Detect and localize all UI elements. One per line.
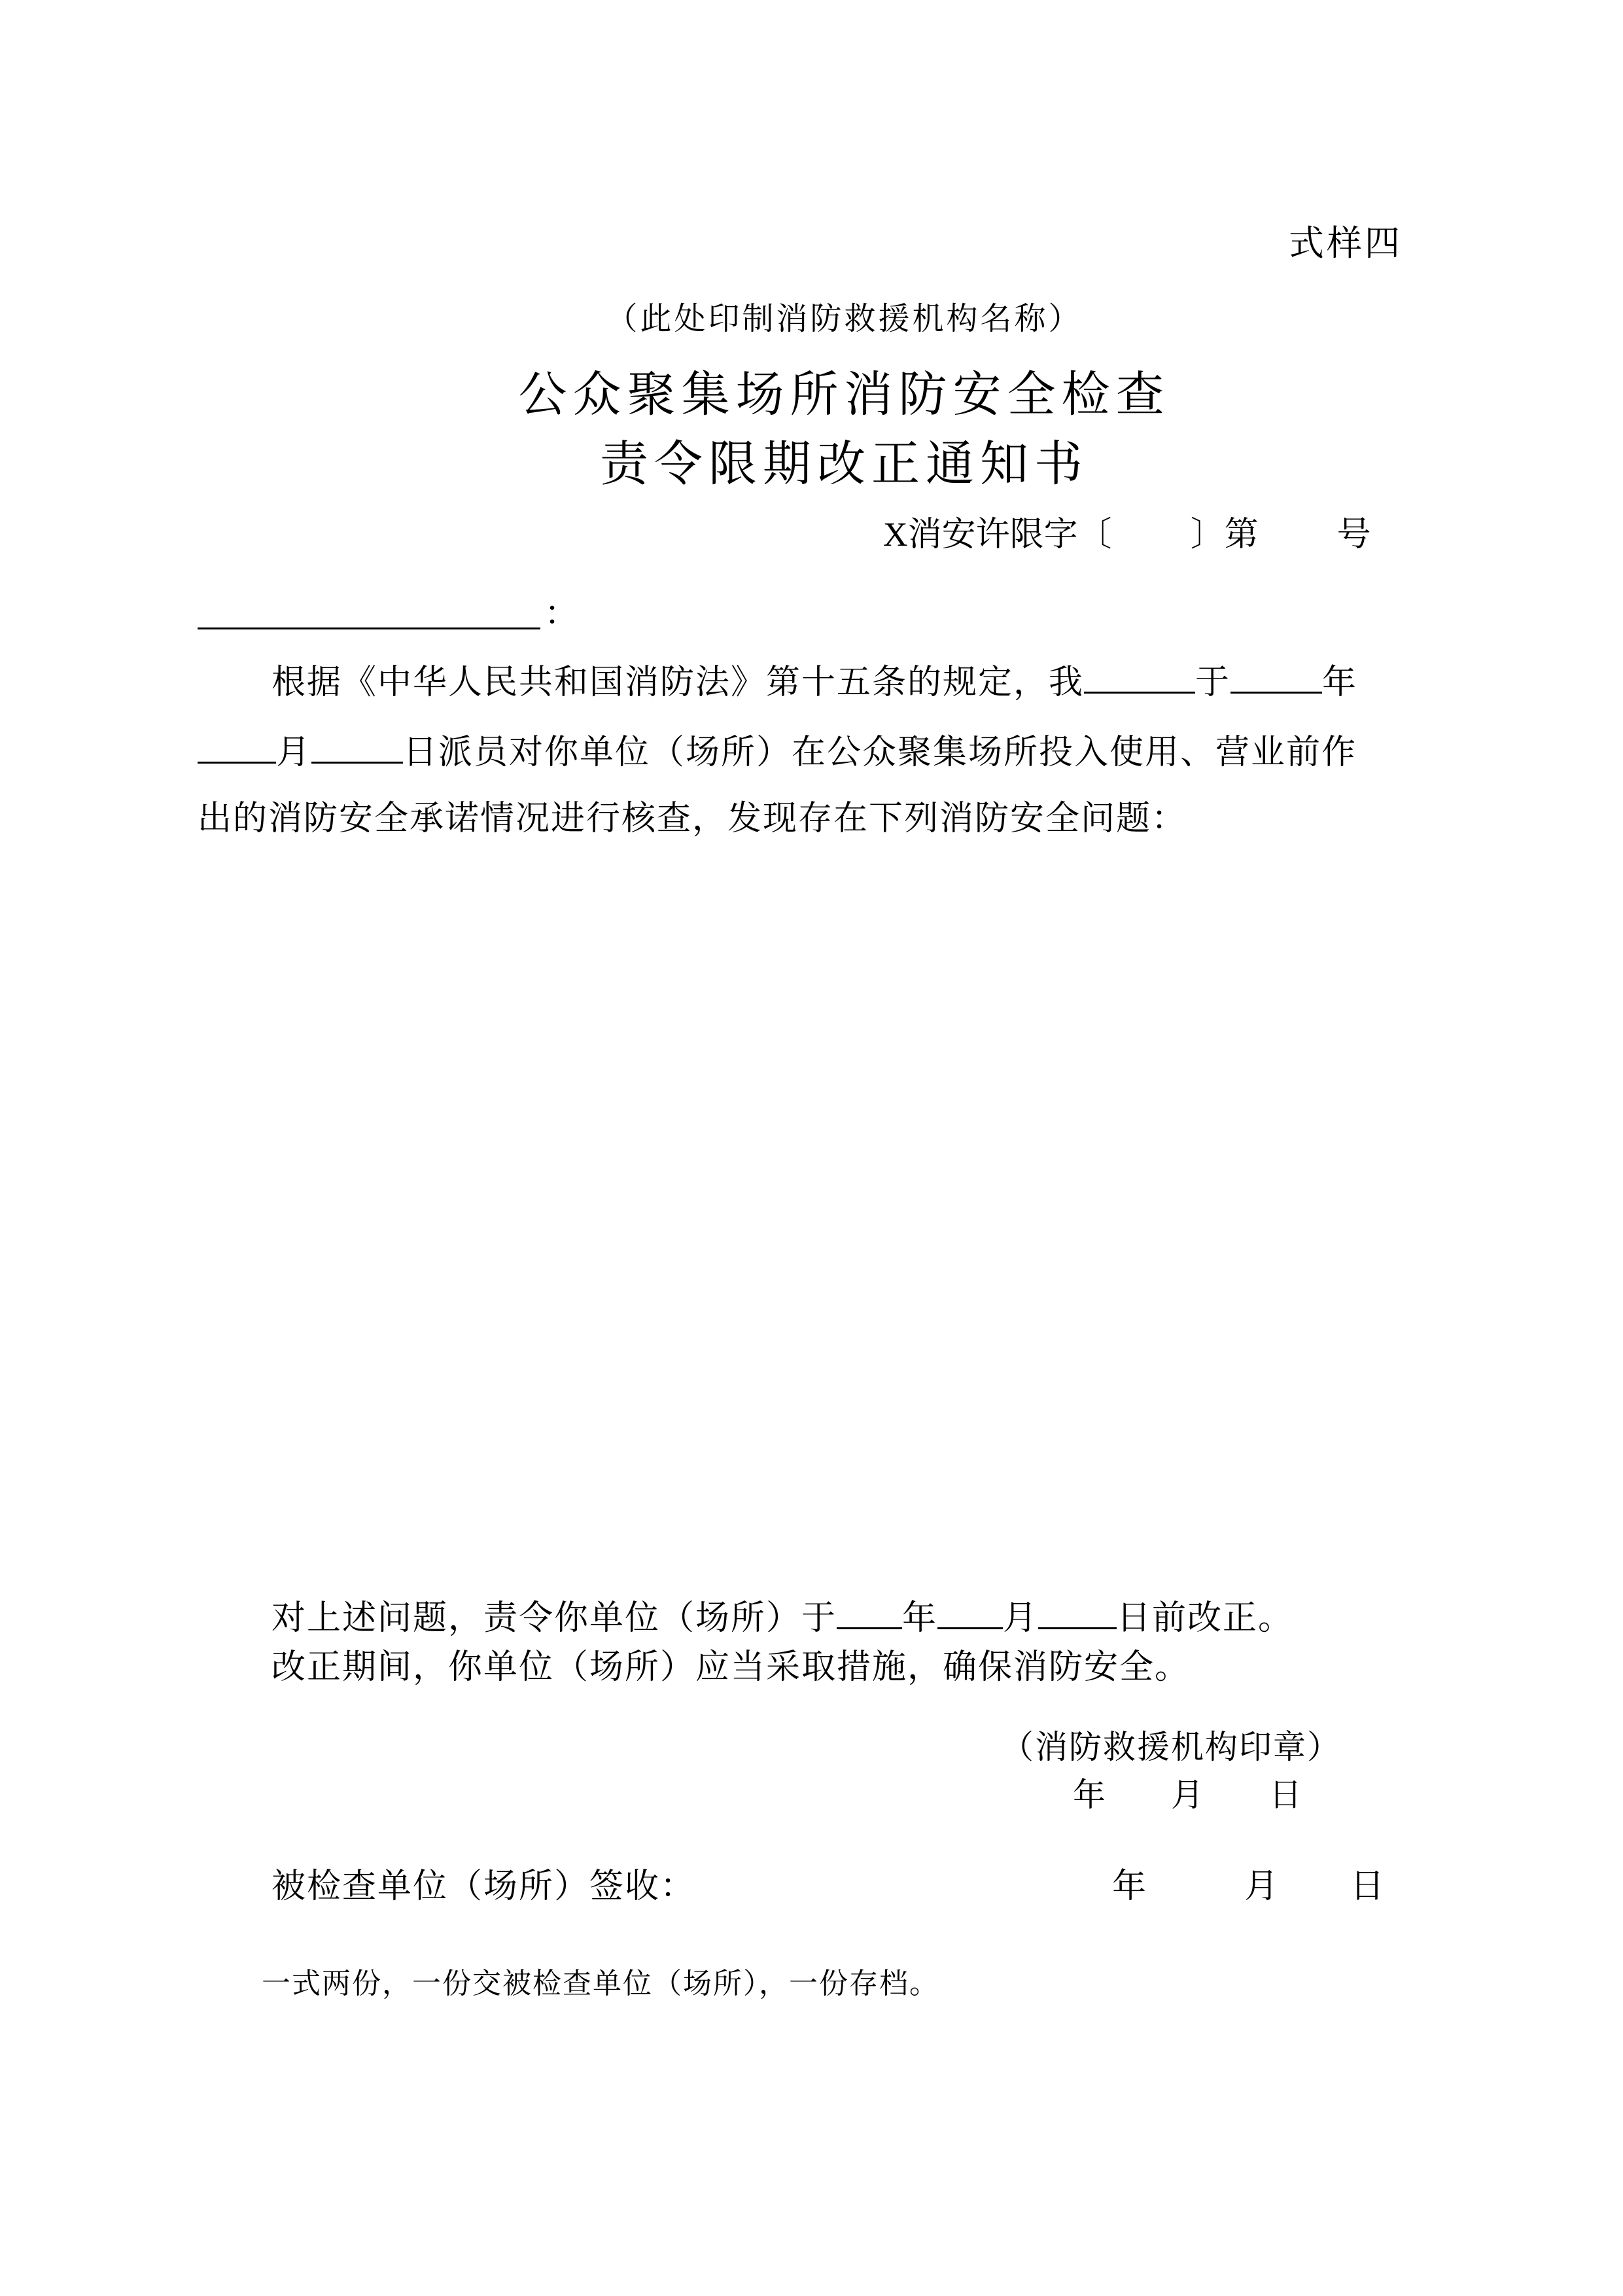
body-text: 根据《中华人民共和国消防法》第十五条的规定，我 (271, 662, 1085, 702)
addressee-colon: ： (544, 594, 579, 633)
seal-month: 月 (1171, 1776, 1204, 1814)
receipt-month: 月 (1244, 1867, 1279, 1906)
order-text: 对上述问题，责令你单位（场所）于 (271, 1598, 837, 1638)
addressee-blank[interactable] (198, 627, 540, 629)
deadline-day-blank[interactable] (1038, 1597, 1117, 1629)
copies-footnote: 一式两份，一份交被检查单位（场所），一份存档。 (262, 1967, 939, 2000)
body-text: 年 (1322, 662, 1358, 702)
document-title-line-2: 责令限期改正通知书 (600, 436, 1089, 492)
order-line-2: 改正期间，你单位（场所）应当采取措施，确保消防安全。 (271, 1648, 1191, 1687)
agency-seal-label: （消防救援机构印章） (1001, 1728, 1341, 1766)
deadline-month-blank[interactable] (937, 1597, 1003, 1629)
order-text: 年 (902, 1598, 938, 1638)
body-line-1 (271, 661, 1358, 702)
document-number-type: 消安许限字〔 (907, 515, 1112, 554)
receipt-year: 年 (1112, 1867, 1147, 1906)
body-line-3: 出的消防安全承诺情况进行核查，发现存在下列消防安全问题： (198, 799, 1187, 838)
body-text: 于 (1195, 662, 1231, 702)
day-blank[interactable] (311, 731, 403, 764)
document-title-line-1: 公众聚集场所消防安全检查 (518, 366, 1170, 423)
document-number-close: 〕第 (1190, 515, 1259, 554)
document-number-prefix: X (883, 516, 908, 554)
receipt-day: 日 (1350, 1867, 1385, 1906)
body-text: 日派员对你单位（场所）在公众聚集场所投入使用、营业前作 (403, 732, 1357, 772)
deadline-year-blank[interactable] (837, 1597, 902, 1629)
agency-blank[interactable] (1084, 661, 1195, 694)
receipt-date (1112, 1867, 1385, 1906)
seal-date (1073, 1776, 1302, 1814)
document-number (883, 515, 1371, 554)
seal-day: 日 (1269, 1776, 1302, 1814)
document-number-suffix: 号 (1336, 515, 1371, 554)
year-blank[interactable] (1230, 661, 1322, 694)
body-text: 月 (276, 732, 312, 772)
receipt-signature-label: 被检查单位（场所）签收： (271, 1867, 696, 1906)
month-blank[interactable] (198, 731, 276, 764)
organization-name-placeholder: （此处印制消防救援机构名称） (606, 300, 1083, 337)
body-line-2 (198, 731, 1357, 772)
form-style-label: 式样四 (1289, 222, 1403, 264)
seal-year: 年 (1073, 1776, 1106, 1814)
order-text: 日前改正。 (1117, 1598, 1294, 1638)
order-line-1 (271, 1597, 1294, 1638)
order-text: 月 (1003, 1598, 1039, 1638)
